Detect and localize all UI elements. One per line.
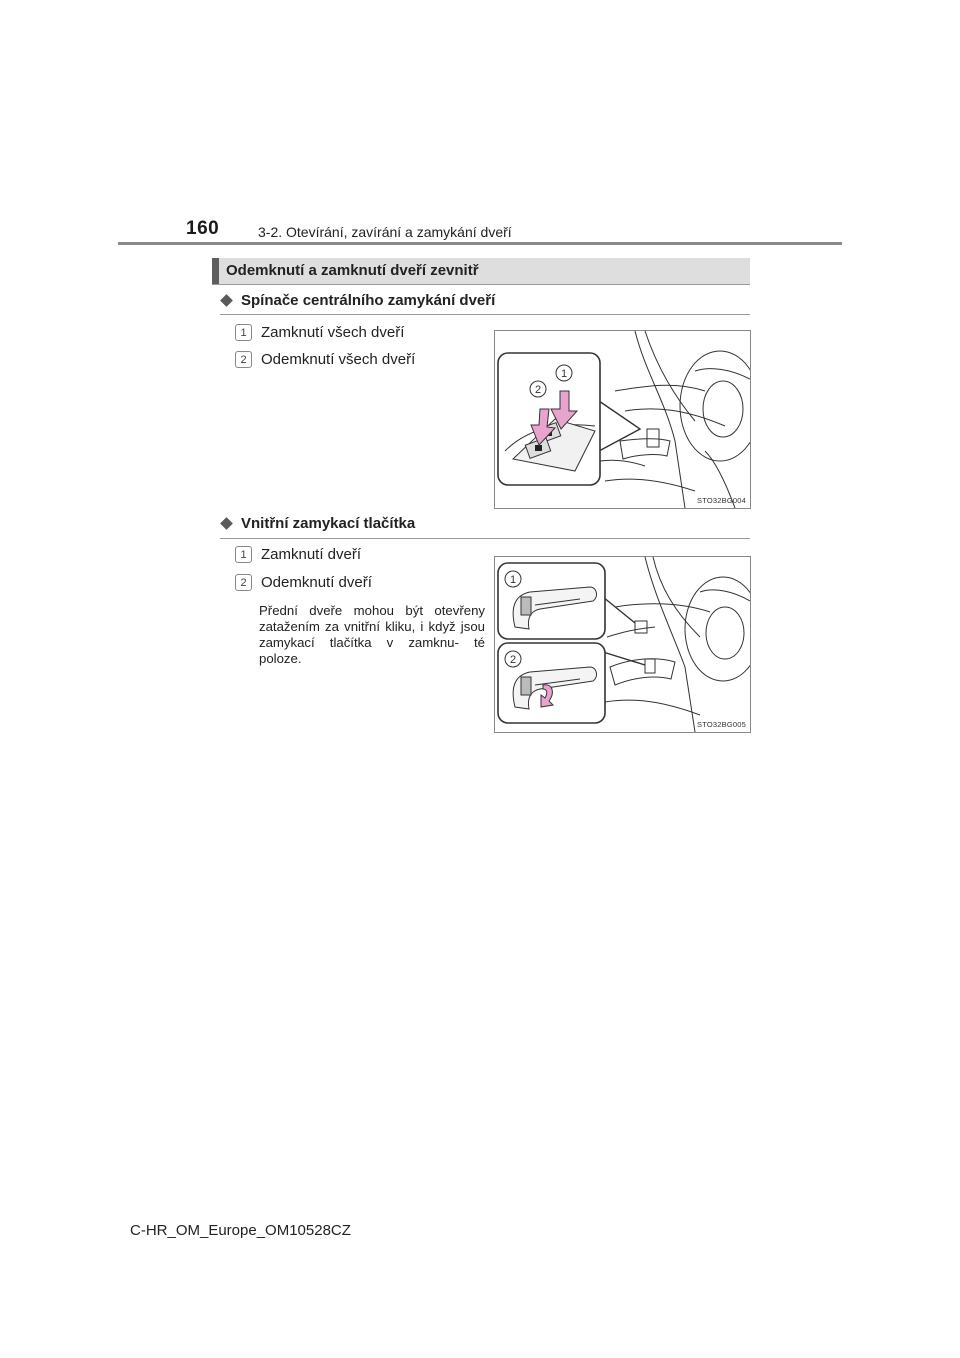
list-item-text: Zamknutí všech dveří — [261, 324, 405, 341]
number-badge: 1 — [235, 546, 252, 563]
number-badge: 2 — [235, 351, 252, 368]
number-badge: 2 — [235, 574, 252, 591]
subheading-text: Vnitřní zamykací tlačítka — [241, 515, 416, 532]
figure-code: STO32BG005 — [697, 720, 746, 729]
section-heading-text: Odemknutí a zamknutí dveří zevnitř — [226, 262, 479, 279]
list-item — [235, 546, 361, 563]
diamond-bullet-icon — [220, 517, 233, 530]
list-item — [235, 574, 372, 591]
footer-doc-id: C-HR_OM_Europe_OM10528CZ — [130, 1222, 351, 1239]
note-text: Přední dveře mohou být otevřeny zatažením za vnitřní kliku, i když jsou zamykací tlačítka v zamknu- té poloze. — [259, 603, 485, 666]
list-item-text: Odemknutí všech dveří — [261, 351, 416, 368]
callout-1: 1 — [560, 368, 568, 380]
section-heading — [212, 258, 750, 285]
list-item-text: Odemknutí dveří — [261, 574, 372, 591]
heading-accent — [212, 258, 219, 284]
number-badge: 1 — [235, 324, 252, 341]
subheading-divider — [220, 538, 750, 539]
callout-1: 1 — [509, 574, 517, 586]
subheading-inside-lock — [220, 515, 415, 532]
subheading-divider — [220, 314, 750, 315]
diamond-bullet-icon — [220, 294, 233, 307]
inside-lock-illustration — [495, 557, 750, 732]
callout-2: 2 — [509, 654, 517, 666]
list-item-text: Zamknutí dveří — [261, 546, 362, 563]
list-item — [235, 351, 415, 368]
subheading-central-lock — [220, 292, 495, 309]
subheading-text: Spínače centrálního zamykání dveří — [241, 292, 496, 309]
section-title: 3-2. Otevírání, zavírání a zamykání dveří — [258, 224, 512, 240]
figure-inside-lock-buttons — [494, 556, 751, 733]
figure-central-lock-switches — [494, 330, 751, 509]
figure-code: STO32BG004 — [697, 496, 746, 505]
central-lock-illustration — [495, 331, 750, 508]
page-number: 160 — [186, 218, 220, 239]
header-divider — [118, 242, 842, 245]
callout-2: 2 — [534, 384, 542, 396]
list-item — [235, 324, 404, 341]
